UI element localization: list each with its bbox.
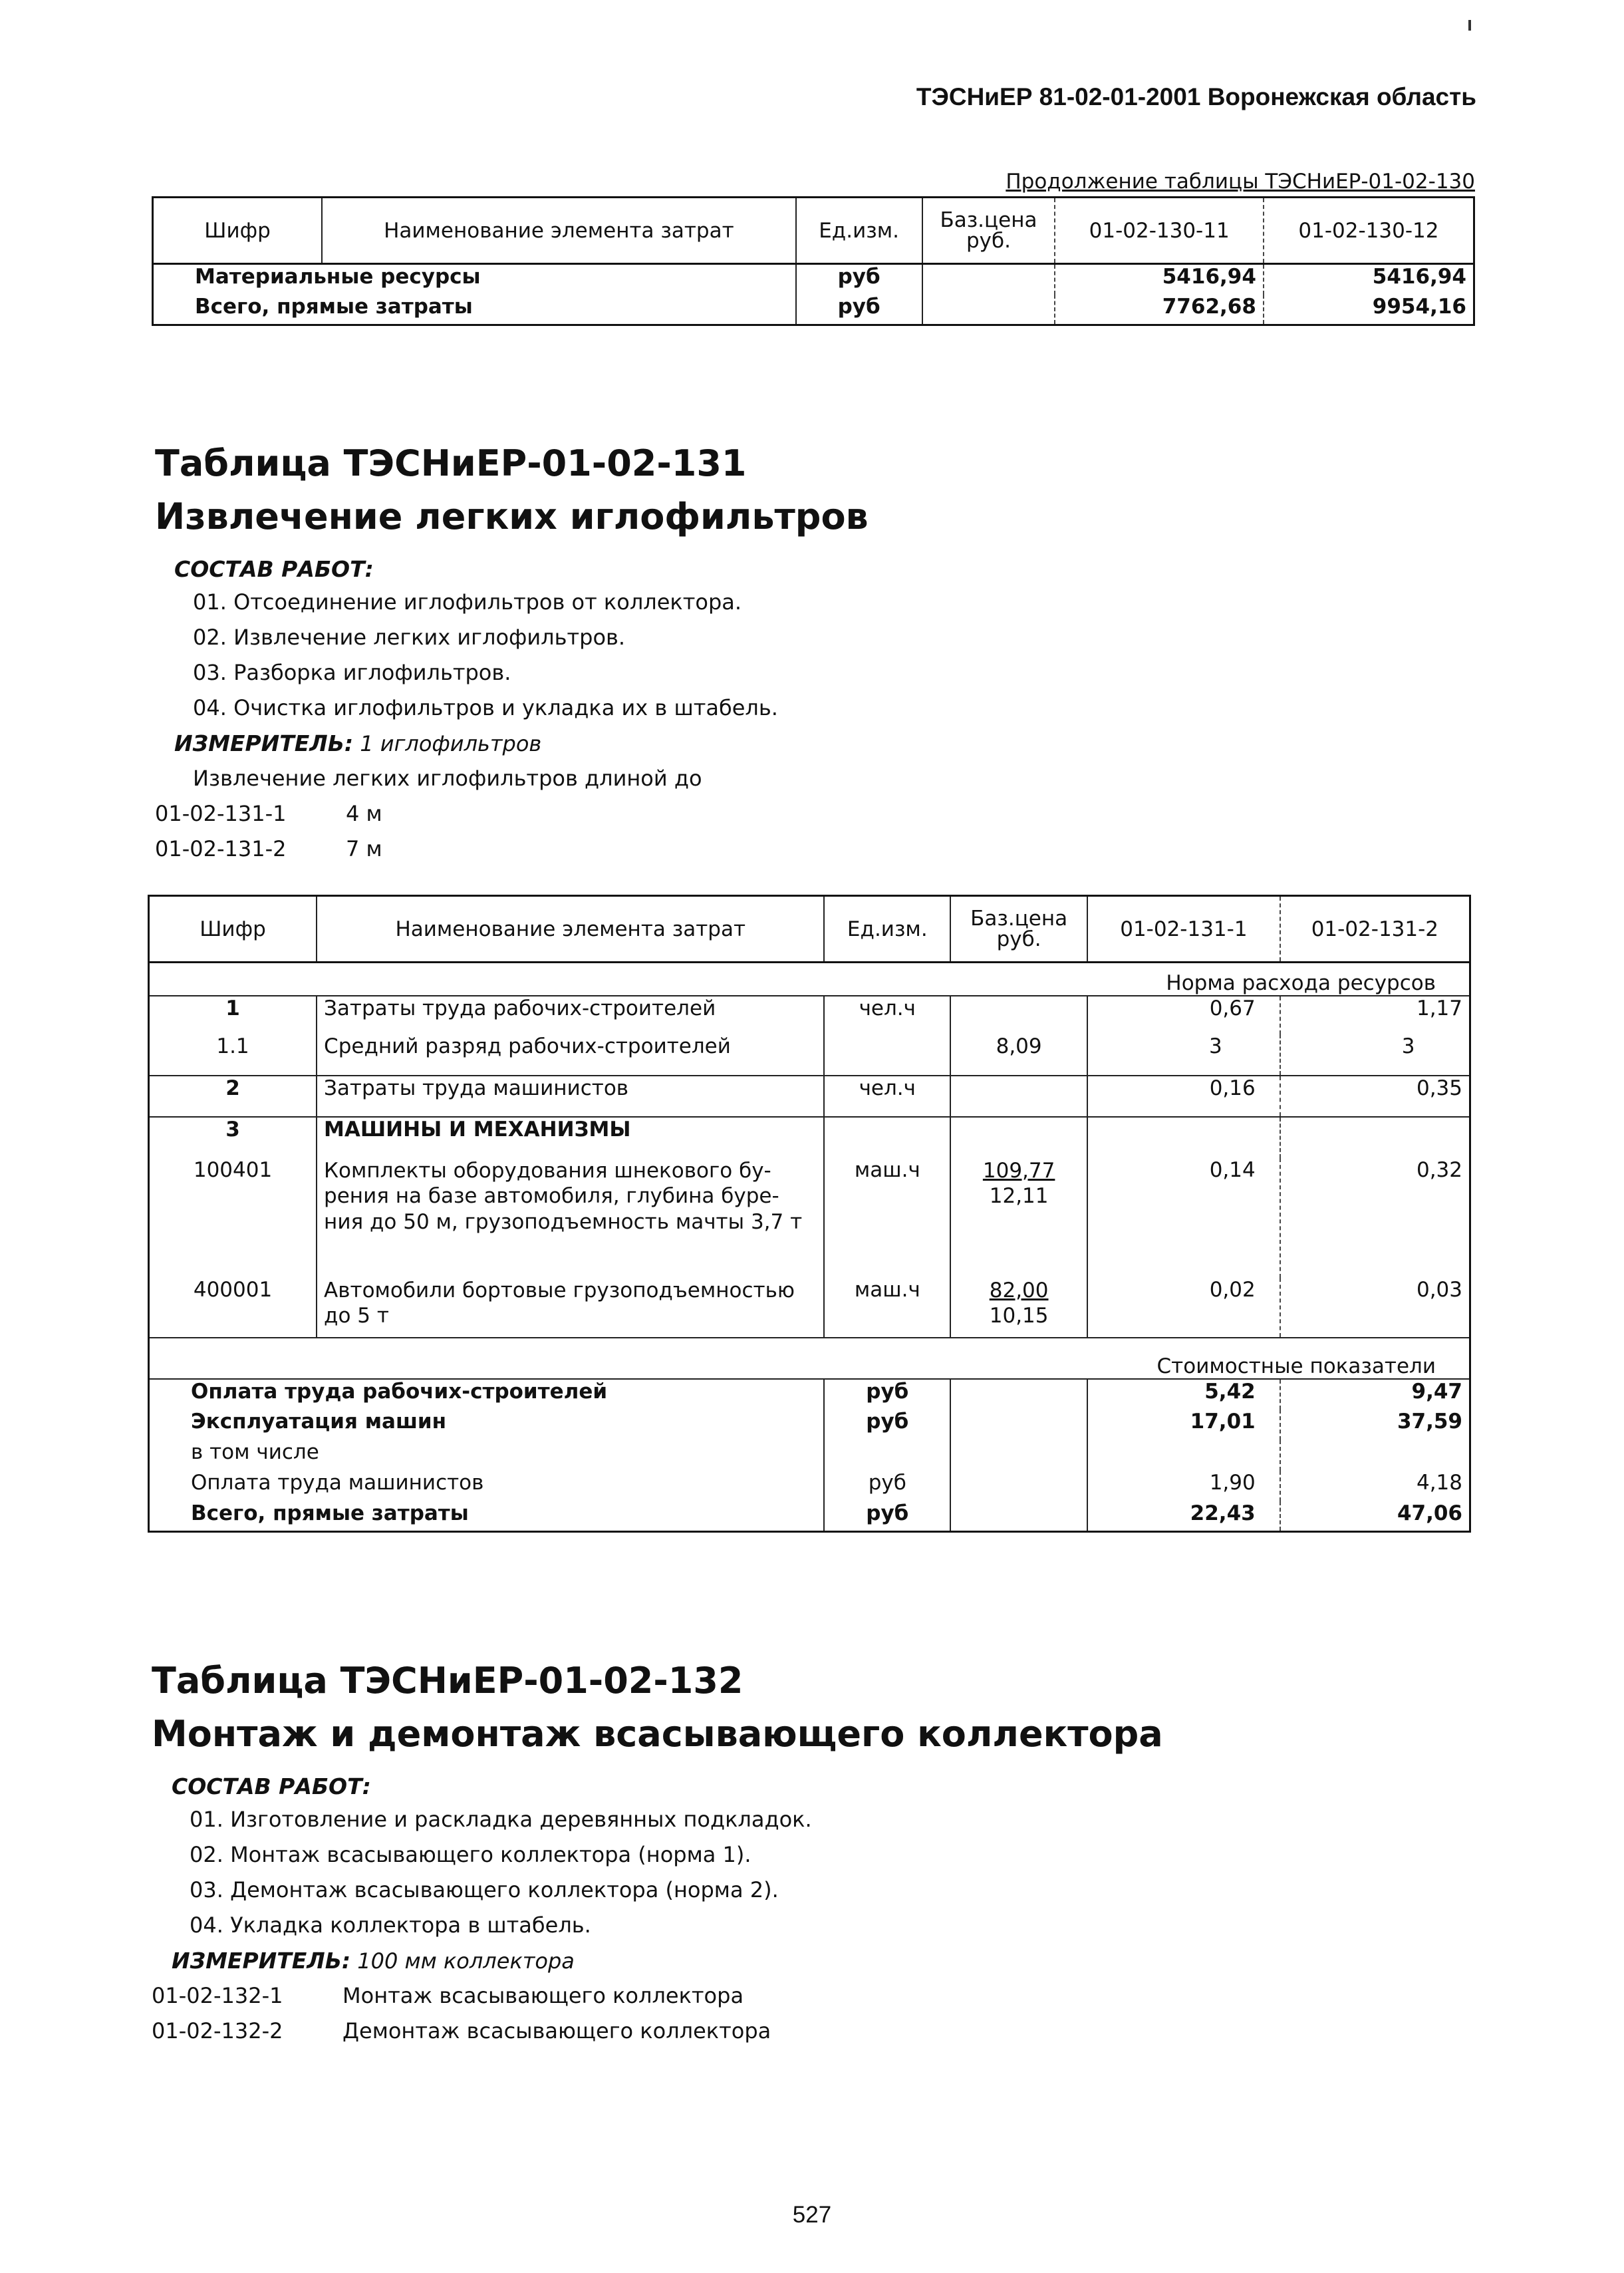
row-name: Материальные ресурсы [195,265,481,289]
row-unit: руб [824,1410,950,1440]
code-text: 7 м [346,836,382,861]
table-row [153,295,1474,325]
row-name: в том числе [191,1440,319,1464]
row-v1: 0,16 [1087,1076,1280,1117]
col-header-code: Шифр [153,198,323,264]
section-131-subtitle: Извлечение легких иглофильтров [155,496,869,537]
scan-mark [1468,20,1471,31]
measure-value: 100 мм коллектора [357,1948,575,1974]
code-label: 01-02-131-1 [155,801,287,826]
table-row [149,1501,1470,1532]
row-name: Затраты труда рабочих-строителей [317,996,824,1034]
row-name: Всего, прямые затраты [191,1501,469,1525]
row-name [317,1158,824,1278]
row-price-cell [950,1278,1087,1338]
row-v1: 0,02 [1087,1278,1280,1338]
row-code: 100401 [193,1157,273,1182]
section-132-title: Таблица ТЭСНиЕР-01-02-132 [152,1660,744,1702]
work-item: 04. Очистка иглофильтров и укладка их в штабель. [193,695,778,720]
row-unit: руб [796,264,922,295]
table-row [153,264,1474,295]
measure-label: ИЗМЕРИТЕЛЬ: [172,1948,351,1974]
col-header-unit: Ед.изм. [824,896,950,963]
row-price-secondary: 12,11 [989,1184,1049,1209]
row-v2: 0,32 [1280,1158,1470,1278]
works-label: СОСТАВ РАБОТ: [174,556,374,582]
measure-line [172,1948,575,1974]
code-label: 01-02-132-2 [152,2018,283,2044]
col-header-v1: 01-02-131-1 [1087,896,1280,963]
work-item: 03. Разборка иглофильтров. [193,660,511,685]
row-code: 2 [149,1076,317,1117]
works-label: СОСТАВ РАБОТ: [172,1773,371,1799]
col-header-name: Наименование элемента затрат [322,198,796,264]
table-row [149,1278,1470,1338]
row-v2: 37,59 [1280,1410,1470,1440]
row-code: 3 [149,1117,317,1158]
row-v2: 4,18 [1280,1471,1470,1501]
table-row [149,1076,1470,1117]
row-name: Средний разряд рабочих-строителей [317,1034,824,1076]
row-unit: руб [824,1501,950,1532]
work-item: 04. Укладка коллектора в штабель. [190,1912,591,1938]
row-name: Затраты труда машинистов [317,1076,824,1117]
row-name: Эксплуатация машин [191,1409,447,1434]
row-v1: 17,01 [1087,1410,1280,1440]
row-name: Оплата труда машинистов [191,1470,484,1495]
row-v1: 7762,68 [1055,295,1264,325]
name-line: до 5 т [324,1304,389,1328]
col-header-name: Наименование элемента затрат [317,896,824,963]
measure-line [174,730,541,756]
table-row [149,1379,1470,1410]
work-item: 03. Демонтаж всасывающего коллектора (норма 2). [190,1877,779,1902]
norm-label: Норма расхода ресурсов [1166,971,1436,995]
work-item: 02. Извлечение легких иглофильтров. [193,625,626,650]
row-v1: 22,43 [1087,1501,1280,1532]
row-unit: чел.ч [824,1076,950,1117]
table-01-02-130-continuation [152,196,1475,326]
table-row [149,1440,1470,1471]
work-item: 01. Отсоединение иглофильтров от коллектора. [193,589,742,615]
col-header-price: Баз.цена руб. [950,896,1087,963]
code-text: Монтаж всасывающего коллектора [342,1983,744,2008]
row-name: МАШИНЫ И МЕХАНИЗМЫ [317,1117,824,1158]
row-v1: 0,67 [1087,996,1280,1034]
row-unit: руб [824,1379,950,1410]
row-v2: 0,35 [1280,1076,1470,1117]
code-text: Демонтаж всасывающего коллектора [342,2018,771,2044]
running-header: ТЭСНиЕР 81-02-01-2001 Воронежская область [916,83,1476,110]
table-row [149,1158,1470,1278]
work-item: 02. Монтаж всасывающего коллектора (норма 1). [190,1842,751,1867]
row-v2: 9954,16 [1264,295,1474,325]
name-line: Комплекты оборудования шнекового бу- [324,1158,771,1183]
code-label: 01-02-131-2 [155,836,287,861]
table-row [149,1117,1470,1158]
codes-description: Извлечение легких иглофильтров длиной до [193,766,702,791]
page-number: 527 [792,2202,832,2228]
row-v1: 5,42 [1087,1379,1280,1410]
row-v2: 9,47 [1280,1379,1470,1410]
name-line: ния до 50 м, грузоподъемность мачты 3,7 т [324,1210,803,1234]
row-name: Всего, прямые затраты [195,294,473,319]
col-header-v1: 01-02-130-11 [1055,198,1264,264]
col-header-v2: 01-02-130-12 [1264,198,1474,264]
row-code: 400001 [193,1277,273,1302]
row-name: Оплата труда рабочих-строителей [149,1379,825,1410]
row-unit: маш.ч [824,1158,950,1278]
code-label: 01-02-132-1 [152,1983,283,2008]
table-row [149,1410,1470,1440]
table-01-02-131 [148,895,1471,1533]
row-unit: маш.ч [824,1278,950,1338]
row-price-cell [950,1158,1087,1278]
row-unit: чел.ч [824,996,950,1034]
work-item: 01. Изготовление и раскладка деревянных подкладок. [190,1807,812,1832]
name-line: Автомобили бортовые грузоподъемностью [324,1278,795,1302]
row-price: 109,77 [982,1158,1055,1183]
section-132-subtitle: Монтаж и демонтаж всасывающего коллектора [152,1713,1163,1755]
code-text: 4 м [346,801,382,826]
row-v1: 1,90 [1087,1471,1280,1501]
row-v2: 0,03 [1280,1278,1470,1338]
col-header-unit: Ед.изм. [796,198,922,264]
cost-label: Стоимостные показатели [149,1338,1470,1379]
table-row [149,1471,1470,1501]
row-v1: 0,14 [1087,1158,1280,1278]
continuation-note: Продолжение таблицы ТЭСНиЕР-01-02-130 [1006,170,1475,194]
col-header-v2: 01-02-131-2 [1280,896,1470,963]
row-price: 8,09 [950,1034,1087,1076]
row-v2: 5416,94 [1264,264,1474,295]
row-code: 1.1 [216,1034,249,1058]
col-header-code: Шифр [149,896,317,963]
table-row [149,996,1470,1034]
row-v2: 1,17 [1280,996,1470,1034]
col-header-price: Баз.цена руб. [922,198,1055,264]
row-v1: 3 [1087,1034,1280,1076]
row-price: 82,00 [989,1278,1049,1302]
name-line: рения на базе автомобиля, глубина буре- [324,1184,779,1209]
row-name [317,1278,824,1338]
row-v2: 47,06 [1280,1501,1470,1532]
row-code: 1 [149,996,317,1034]
row-v2: 3 [1280,1034,1470,1076]
row-v1: 5416,94 [1055,264,1264,295]
measure-value: 1 иглофильтров [360,731,542,756]
row-unit: руб [796,295,922,325]
row-price-secondary: 10,15 [989,1304,1049,1328]
row-unit: руб [824,1471,950,1501]
section-131-title: Таблица ТЭСНиЕР-01-02-131 [155,442,747,484]
measure-label: ИЗМЕРИТЕЛЬ: [174,730,354,756]
table-row [149,1034,1470,1076]
